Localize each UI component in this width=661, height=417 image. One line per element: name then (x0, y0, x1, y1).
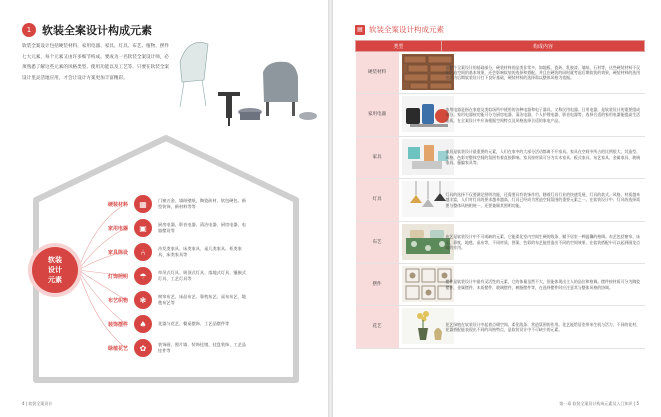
element-item-fabrics (86, 288, 306, 312)
element-desc: 草吊式灯具、吸顶式灯具、落地式灯具、镶嵌式灯具、工艺灯具等 (158, 269, 246, 281)
row-text: 家用电器是指在家庭及类似场所中使用的各种电器和电子器具，又称民用电器、日用电器，是软装设计的重要组成部分。家用电器按功能可分为厨房电器、清洁电器、个人护理电器、影音电器等，选择合适的家用电器能提高生活品质。在全案设计中应该根据空间特点及风格选择合适的家电产品。 (442, 94, 645, 136)
table-row (356, 306, 645, 348)
center-label-line-2: 设计 (48, 266, 62, 274)
elements-house-diagram (16, 130, 316, 385)
lamp-icon: ☂ (134, 267, 152, 285)
row-text: 花艺绿植在软装设计中起着点缀空间、柔化线条、营造氛围的作用。花艺能给居室带来生机与活力，不同的花材、花器搭配能表现出不同的风格特点，是软装设计中不可缺少的元素。 (442, 306, 645, 348)
element-label: 装饰摆件 (107, 321, 128, 328)
element-item-furniture (86, 240, 306, 264)
element-desc: 门窗五金、墙纸壁纸、陶瓷砖材、软包硬包、新型装饰、新材料等等 (158, 197, 246, 209)
ottoman (299, 112, 317, 120)
section-title: 软装全案设计构成元素 (42, 24, 152, 37)
table-row (356, 52, 645, 94)
element-label: 家用电器 (107, 225, 128, 232)
left-page (0, 0, 328, 417)
plant-icon: ✿ (134, 339, 152, 357)
row-text: 布艺是软装设计中不可或缺的元素，它能柔化室内空间生硬的线条，赋予居室一种温馨的格调。布艺包括窗帘、床品、靠枕、地毯、桌布等，不同材质、图案、色彩的布艺能营造出不同的空间效果，在软装搭配中可以起到画龙点睛的作用。 (442, 221, 645, 263)
appliance-icon: ▣ (134, 219, 152, 237)
vase-icon: ♠ (134, 315, 152, 333)
row-category: 摆件 (356, 264, 399, 306)
element-item-plants (86, 336, 306, 360)
element-label: 绿植花艺 (107, 345, 128, 352)
page-footer-right: 第一章 软装全案设计构成元素及入门知识 | 5 (559, 401, 639, 406)
row-category: 灯具 (356, 179, 399, 221)
element-label: 灯饰照明 (107, 273, 128, 280)
table-row (356, 179, 645, 221)
row-category: 家具 (356, 136, 399, 178)
furniture-illustration (168, 32, 318, 132)
intro-paragraph: 软装全案设计包括硬装材料、家用电器、家具、灯具、布艺、植物、摆件七大元素，每个元素又由许多细节构成。要成为一名软装全案设计师，必须熟悉了解这些元素的风格类型、使用功能以及工艺等，只要在软装全案设计里灵活地应用，才会让设计方案更加丰富精彩。 (22, 44, 170, 81)
section-number: 1 (22, 23, 36, 37)
table-header (355, 24, 444, 35)
element-label: 硬装材料 (107, 201, 128, 208)
table-title: 软装全案设计构成元素 (369, 25, 444, 34)
fabric-icon: ❃ (134, 291, 152, 309)
element-item-lighting (86, 264, 306, 288)
chair-icon: ⑃ (134, 243, 152, 261)
row-text: 家具是软装设计最重要的元素，人们在家中的大部分活动都离不开家具。家具在空间中所占的比例很大，其造型、风格、色彩对整体空间的氛围有着直接影响。家具按材质可分为实木家具、板式家具、布艺家具、金属家具、玻璃家具、藤编家具等。 (442, 136, 645, 178)
row-category: 硬装材料 (356, 52, 399, 94)
page-footer-left: 4 | 软装全案设计 (22, 401, 53, 406)
side-table (218, 92, 240, 96)
center-label-line-1: 软装 (48, 256, 62, 264)
row-text: 摆件是软装设计中最有灵活性的元素，它的体量虽然不大，但能体现出主人的品位和格调。摆件按材质可分为陶瓷摆件、金属摆件、木质摆件、玻璃摆件、树脂摆件等，在选择摆件时应注意其与整体风格的协调。 (442, 264, 645, 306)
table-row (356, 221, 645, 263)
section-header (22, 22, 152, 38)
element-label: 家具陈设 (107, 249, 128, 256)
element-item-ornaments (86, 312, 306, 336)
lounge-chair (180, 42, 208, 107)
element-desc: 花器与花艺、餐桌摆饰、工艺品摆件等 (158, 320, 230, 326)
element-item-appliances (86, 216, 306, 240)
column-content: 构成内容 (442, 41, 645, 52)
row-category: 布艺 (356, 221, 399, 263)
row-category: 家用电器 (356, 94, 399, 136)
element-desc: 沙发类家具、床类家具、桌几类家具、柜类家具、床类家具等 (158, 245, 242, 257)
row-category: 花艺 (356, 306, 399, 348)
column-type: 类型 (356, 41, 442, 52)
right-page (333, 0, 661, 417)
armchair (263, 62, 298, 102)
elements-table (355, 40, 645, 349)
row-text: 是整个全案设计的基础部分，硬装材料的品类非常多，如地板、瓷砖、乳胶漆、墙纸、石材等，这些硬装材料不仅能营造空间的基本效果，还会影响软装的选择和搭配。并且在硬装的同时就考虑后期软装的效果，硬装材料的选用也能为后期软装设计打下良好基础，硬装材料的选择需以整体风格为依据。 (442, 52, 645, 94)
brick-icon: ▦ (134, 195, 152, 213)
element-item-hard-materials (86, 192, 306, 216)
center-label-circle (32, 247, 78, 293)
element-desc: 厨房电器、影音电器、清洁电器、厨房电器、电器摆设等 (158, 221, 246, 233)
element-desc: 装饰画、照片墙、装饰挂镜、挂盘装饰、工艺品挂件等 (158, 341, 246, 353)
table-row (356, 136, 645, 178)
element-label: 布艺织物 (107, 297, 128, 304)
table-icon: ▤ (355, 25, 365, 35)
table-row (356, 264, 645, 306)
element-desc: 窗帘布艺、床品布艺、靠枕布艺、桌布布艺、地毯布艺等 (158, 293, 246, 305)
table-row (356, 94, 645, 136)
row-text: 灯具的选择不仅要满足照明功能，还需要具有装饰作用。随着灯具行业的快速发展，灯具的款式、风格、材质越来越丰富，人们对灯具的要求越来越高，灯具已经成为营造空间氛围的重要元素之一。在软装设计中，灯具的选择需要与整体风格相统一，还要兼顾其照明功能。 (442, 179, 645, 221)
center-label-line-3: 元素 (48, 276, 62, 284)
